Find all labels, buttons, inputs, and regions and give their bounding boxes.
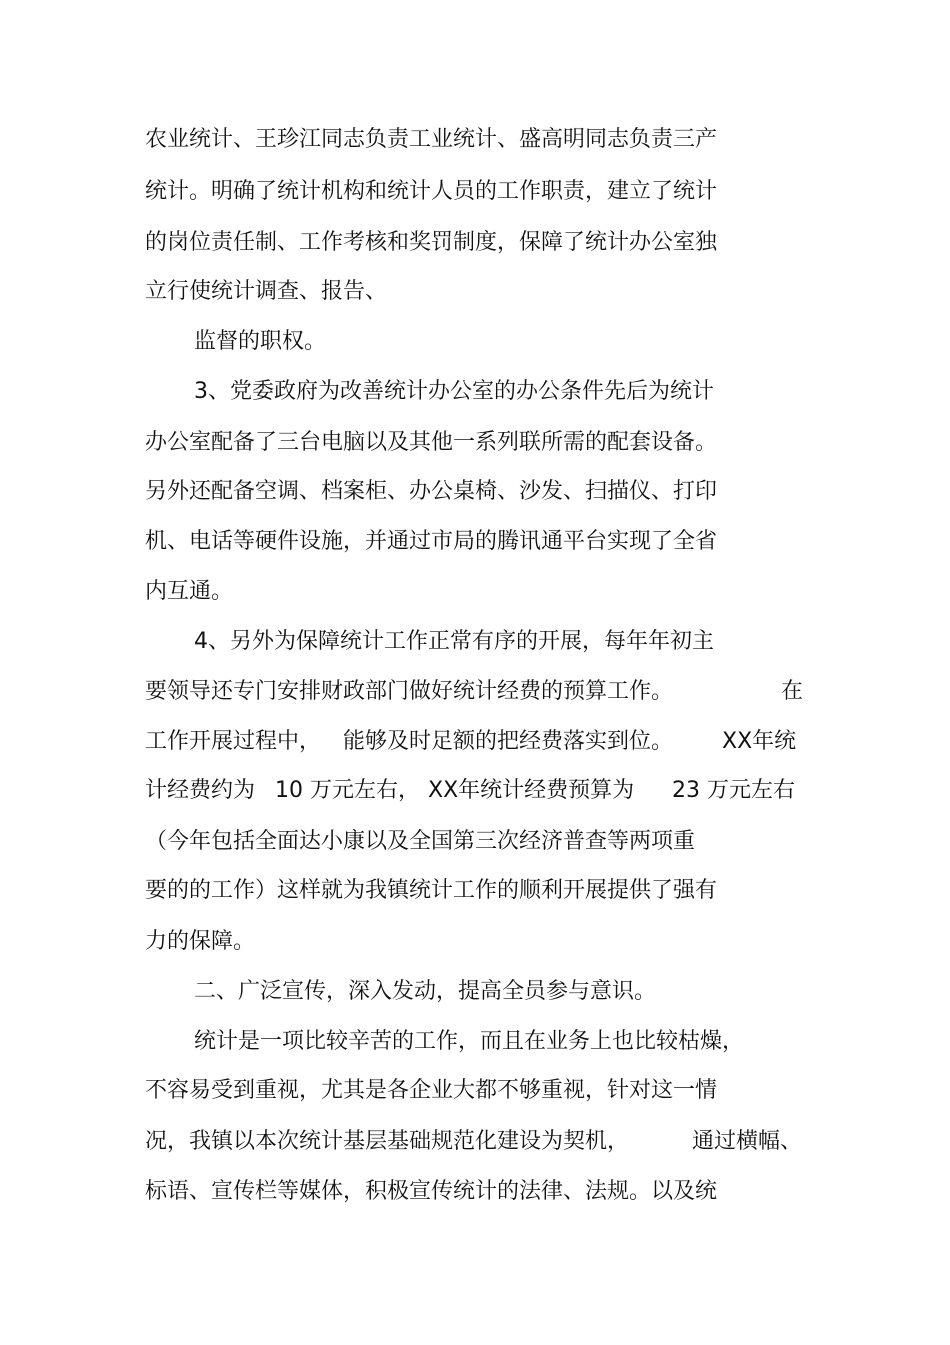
text-line: 不容易受到重视，尤其是各企业大都不够重视，针对这一情 — [145, 1078, 718, 1103]
text-line: 机、电话等硬件设施，并通过市局的腾讯通平台实现了全省 — [145, 529, 718, 554]
text-line: 立行使统计调查、报告、 — [145, 279, 388, 304]
text-line: 要领导还专门安排财政部门做好统计经费的预算工作。 — [145, 679, 674, 704]
text-line: （今年包括全面达小康以及全国第三次经济普查等两项重 — [145, 829, 696, 854]
text-line: 在 — [781, 679, 804, 704]
text-line: 标语、宣传栏等媒体，积极宣传统计的法律、法规。以及统 — [145, 1179, 718, 1204]
text-line: 3、党委政府为改善统计办公室的办公条件先后为统计 — [194, 379, 714, 404]
text-line: XX年统计经费预算为 — [428, 778, 635, 803]
text-line: 办公室配备了三台电脑以及其他一系列联所需的配套设备。 — [145, 430, 718, 455]
text-line: 的岗位责任制、工作考核和奖罚制度，保障了统计办公室独 — [145, 230, 718, 255]
text-line: 统计。明确了统计机构和统计人员的工作职责，建立了统计 — [145, 179, 718, 204]
text-line: 通过横幅、 — [692, 1129, 803, 1154]
text-line: 况，我镇以本次统计基层基础规范化建设为契机， — [145, 1129, 630, 1154]
text-line: 二、广泛宣传，深入发动，提高全员参与意识。 — [194, 979, 657, 1004]
text-line: 统计是一项比较辛苦的工作，而且在业务上也比较枯燥， — [194, 1029, 745, 1054]
text-line: 内互通。 — [145, 579, 234, 604]
text-line: 农业统计、王珍江同志负责工业统计、盛高明同志负责三产 — [145, 127, 718, 152]
text-line: 计经费约为 — [145, 778, 256, 803]
text-line: 能够及时足额的把经费落实到位。 — [343, 729, 674, 754]
text-line: 10 万元左右， — [275, 778, 420, 803]
text-line: 监督的职权。 — [194, 329, 327, 354]
text-line: 4、另外为保障统计工作正常有序的开展，每年年初主 — [194, 629, 714, 654]
text-line: 另外还配备空调、档案柜、办公桌椅、沙发、扫描仪、打印 — [145, 479, 718, 504]
text-line: 23 万元左右 — [672, 778, 795, 803]
text-line: XX年统 — [722, 729, 797, 754]
text-line: 要的的工作）这样就为我镇统计工作的顺利开展提供了强有 — [145, 878, 718, 903]
text-line: 工作开展过程中， — [145, 729, 322, 754]
text-line: 力的保障。 — [145, 929, 256, 954]
